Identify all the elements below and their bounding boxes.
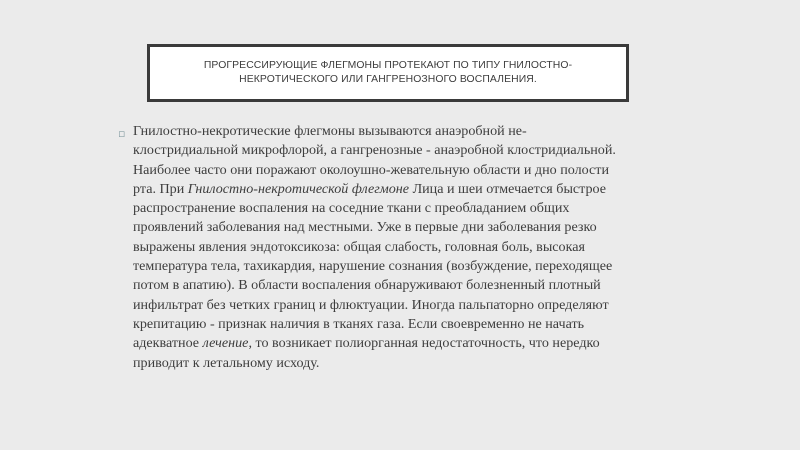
body-line: Наиболее часто они поражают околоушно-жевательную области и дно полости	[133, 161, 610, 178]
body-text-segment: рта. При	[133, 180, 188, 197]
body-line: выражены явления эндотоксикоза: общая слабость, головная боль, высокая	[133, 238, 585, 255]
slide-title	[194, 59, 582, 87]
title-box	[147, 44, 629, 102]
body-line: проявлений заболевания над местными. Уже в первые дни заболевания резко	[133, 219, 597, 236]
body-line: распространение воспаления на соседние ткани с преобладанием общих	[133, 200, 570, 217]
body-line: инфильтрат без четких границ и флюктуации. Иногда пальпаторно определяют	[133, 296, 609, 313]
body-text-segment: адекватное	[133, 335, 203, 352]
bullet-marker-icon: ▫	[118, 127, 126, 140]
body-line: температура тела, тахикардия, нарушение сознания (возбуждение, переходящее	[133, 258, 613, 275]
body-line: крепитацию - признак наличия в тканях газа. Если своевременно не начать	[133, 315, 585, 332]
body-line: приводит к летальному исходу.	[133, 354, 320, 371]
slide-title-line: НЕКРОТИЧЕСКОГО ИЛИ ГАНГРЕНОЗНОГО ВОСПАЛЕНИЯ.	[239, 74, 537, 85]
body-text-segment: Лица и шеи отмечается быстрое	[409, 180, 607, 197]
slide-title-line: ПРОГРЕССИРУЮЩИЕ ФЛЕГМОНЫ ПРОТЕКАЮТ ПО ТИПУ ГНИЛОСТНО-	[203, 60, 573, 71]
body-line: клостридиальной микрофлорой, а гангренозные - анаэробной клостридиальной.	[133, 142, 616, 159]
italic-term: лечение	[202, 335, 249, 352]
body-paragraph	[133, 122, 733, 373]
body-line: Гнилостно-некротические флегмоны вызываются анаэробной не-	[133, 123, 527, 139]
italic-term: Гнилостно-некротической флегмоне	[187, 180, 410, 197]
body-line: потом в апатию). В области воспаления обнаруживают болезненный плотный	[133, 277, 601, 294]
body-line	[133, 334, 733, 353]
body-text-segment: , то возникает полиорганная недостаточность, что нередко	[248, 335, 600, 352]
body-line	[133, 180, 733, 199]
